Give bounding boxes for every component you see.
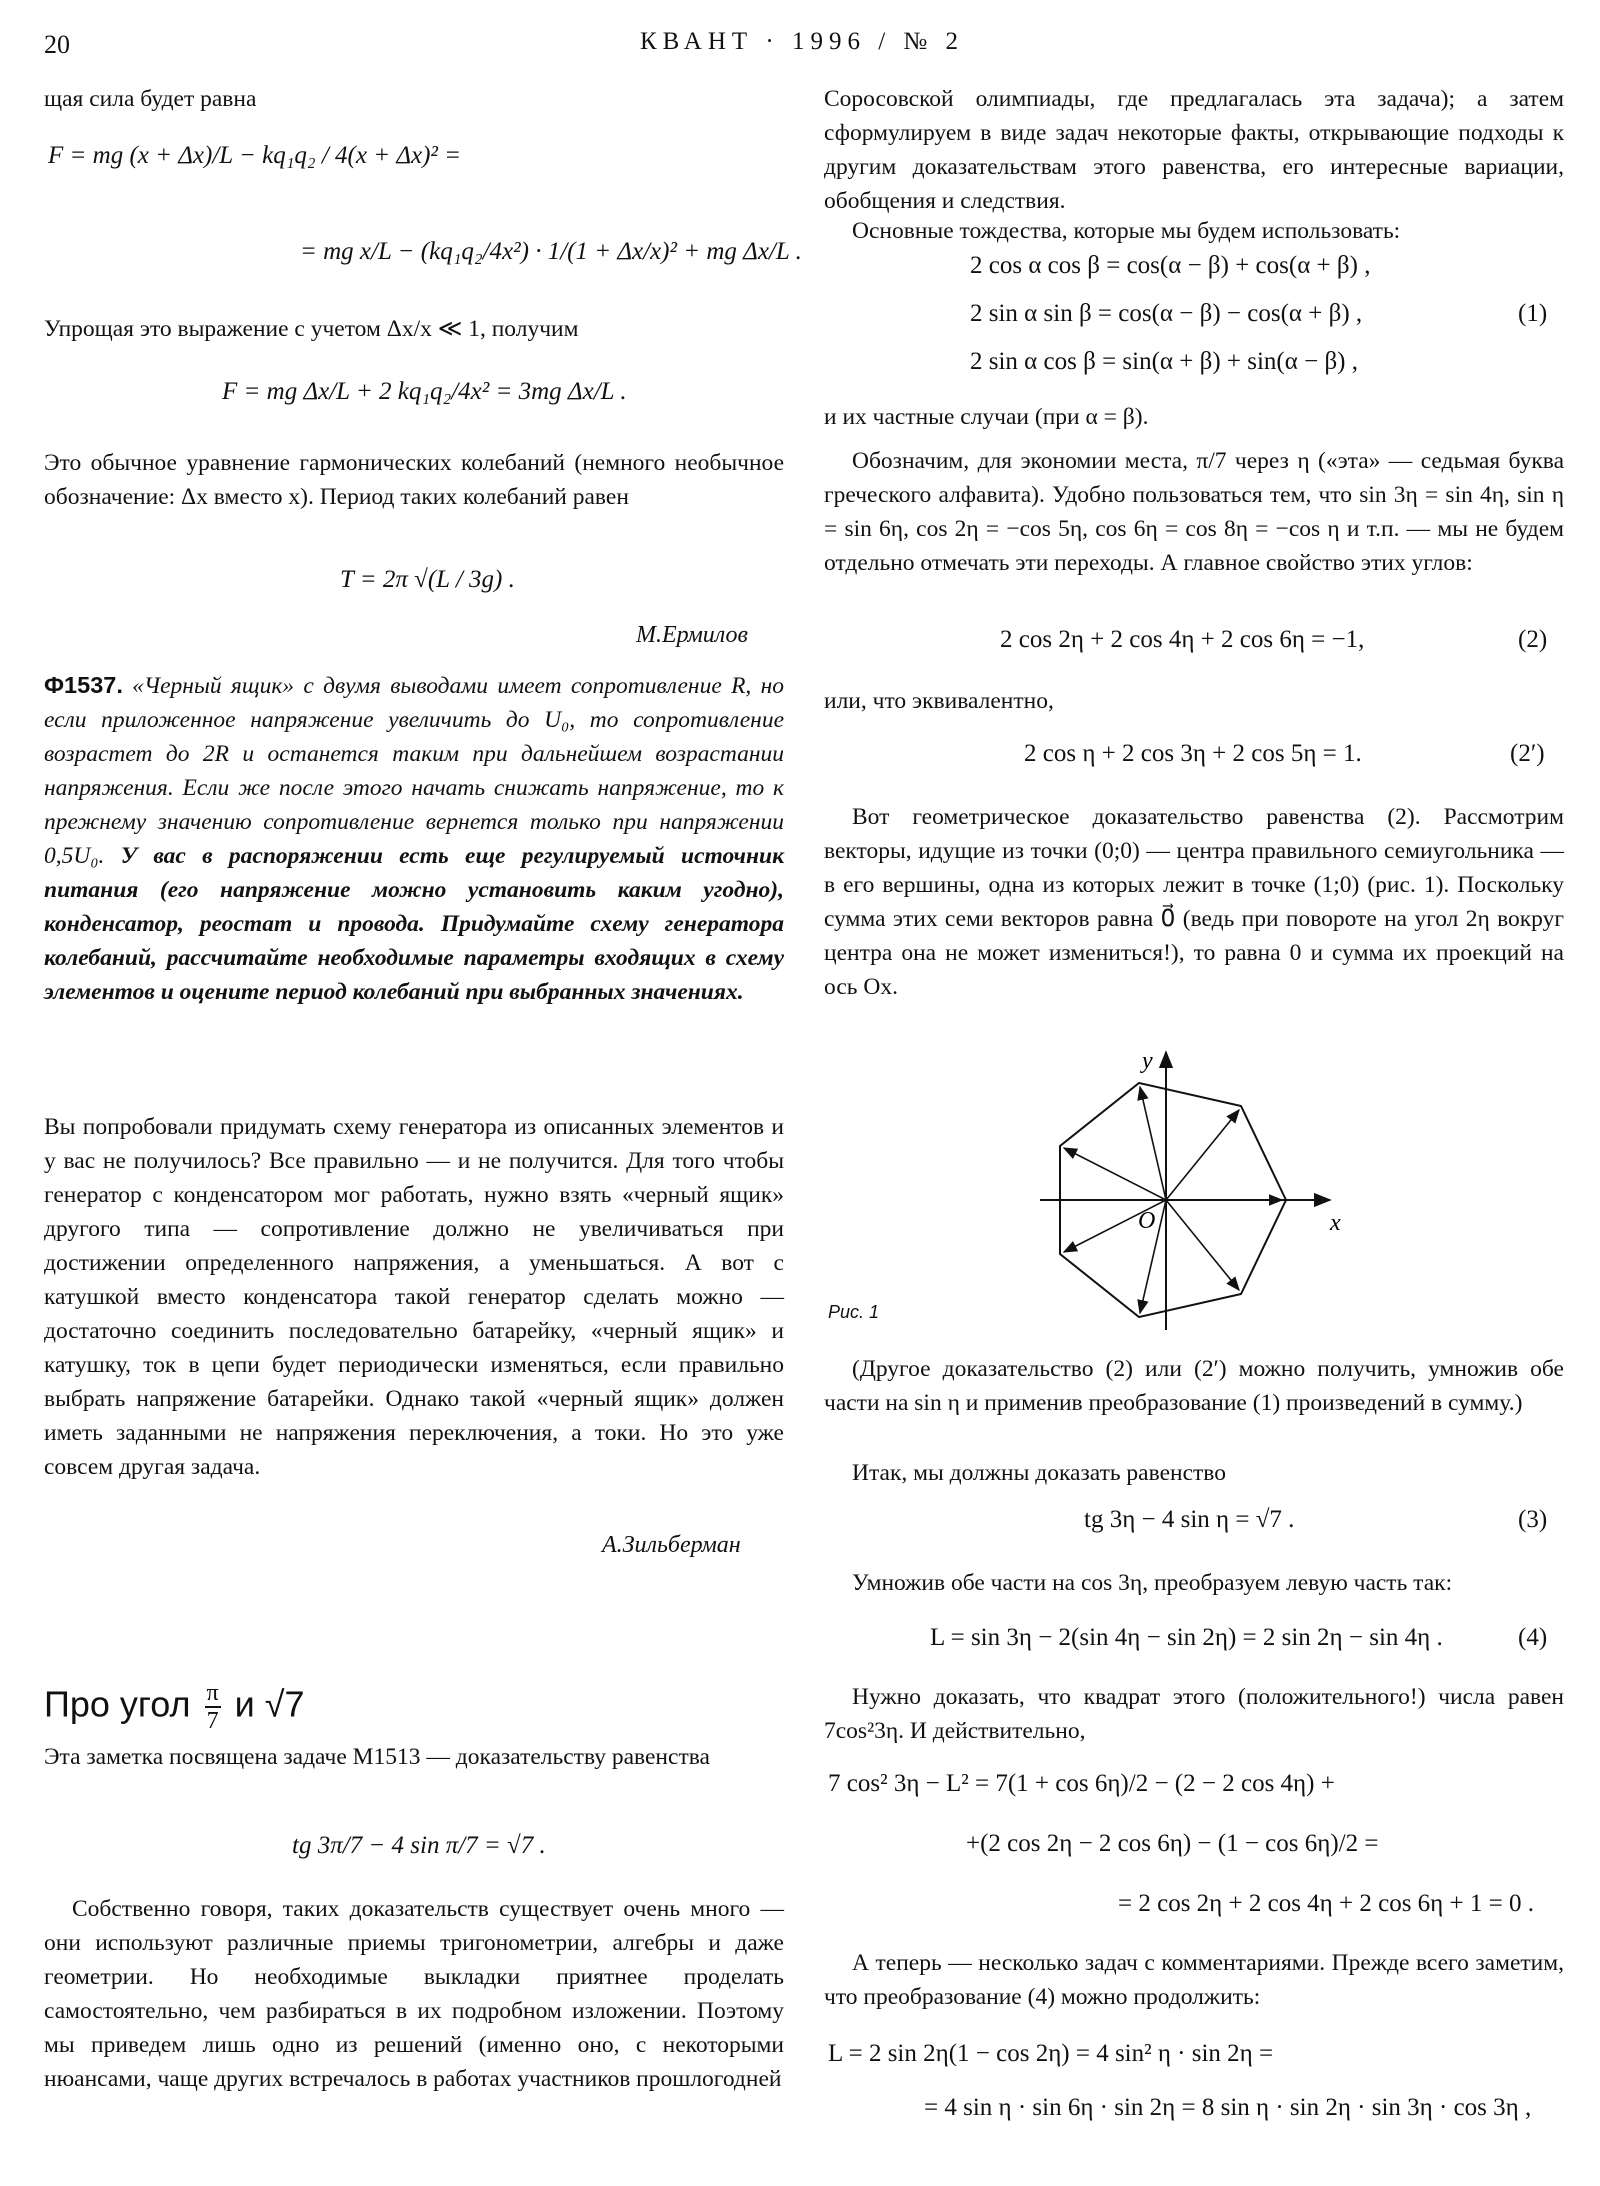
paragraph: Умножив обе части на cos 3η, преобразуем левую часть так: — [852, 1570, 1453, 1596]
col2-mult — [824, 1566, 1564, 1600]
col1-intro — [44, 1740, 784, 1774]
formula-period: T = 2π √(L / 3g) . — [340, 566, 515, 593]
heading-fraction — [205, 1680, 221, 1734]
figure-caption: Рис. 1 — [828, 1302, 880, 1322]
running-title: КВАНТ · 1996 / № 2 — [640, 28, 965, 55]
col2-now — [824, 1946, 1564, 2014]
col2-special — [824, 400, 1564, 434]
heading-text: Про угол — [44, 1683, 191, 1725]
paragraph: Итак, мы должны доказать равенство — [852, 1460, 1226, 1486]
paragraph: или, что эквивалентно, — [824, 688, 1054, 714]
problem-text: У вас в распоряжении есть еще регулируемый источник питания (его напряжение можно установить каким угодно), конденсатор, реостат и провода. — [44, 843, 784, 937]
formula-force-2: = mg x/L − (kq₁q₂/4x²) · 1/(1 + Δx/x)² + mg Δx/L . — [300, 238, 802, 265]
equation-number: (1) — [1518, 300, 1548, 327]
identity-2: 2 sin α sin β = cos(α − β) − cos(α + β) , — [970, 300, 1363, 327]
fraction-denominator: 7 — [206, 1708, 219, 1734]
col1-proofs — [44, 1892, 784, 2096]
formula-eq2-prime: 2 cos η + 2 cos 3η + 2 cos 5η = 1. — [1024, 740, 1362, 767]
vector — [1064, 1148, 1166, 1200]
col2-square — [824, 1680, 1564, 1748]
formula-continue-1: L = 2 sin 2η(1 − cos 2η) = 4 sin² η · sin 2η = — [828, 2040, 1274, 2067]
col2-equiv — [824, 684, 1564, 718]
equation-number: (3) — [1518, 1506, 1548, 1533]
paragraph: Вот геометрическое доказательство равенства (2). Рассмотрим векторы, идущие из точки (0;0) — центра правильного семиугольника — в его вершины, одна из которых лежит в точке (1;0) (рис. 1). Поскольку сумма этих семи векторов равна 0⃗ (ведь при повороте на угол 2η вокруг центра она не может измениться!), то равна 0 и сумма их проекций на ось Ox. — [824, 804, 1564, 1000]
origin-label: O — [1138, 1208, 1156, 1234]
col1-top-text — [44, 82, 784, 116]
paragraph: (Другое доказательство (2) или (2′) можно получить, умножив обе части на sin η и применив преобразование (1) произведений в сумму.) — [824, 1356, 1564, 1416]
paragraph: Упрощая это выражение с учетом Δx/x ≪ 1, получим — [44, 316, 579, 342]
paragraph: Обозначим, для экономии места, π/7 через η («эта» — седьмая буква греческого алфавита). Удобно пользоваться тем, что sin 3η = sin 4η, sin η = sin 6η, cos 2η = −cos 5η, cos 6η = cos 8η = −cos η и т.п. — мы не будем отдельно отмечать эти переходы. А главное свойство этих углов: — [824, 448, 1564, 576]
paragraph: щая сила будет равна — [44, 86, 257, 112]
col1-answer — [44, 1110, 784, 1484]
paragraph: Собственно говоря, таких доказательств существует очень много — они используют различные приемы тригонометрии, алгебры и даже геометрии. Но необходимые выкладки приятнее проделать самостоятельно, чем разбираться в их подробном изложении. Поэтому мы приведем лишь одно из решений (именно оно, с некоторыми нюансами, чаще других встречалось в работах участников прошлогодней — [44, 1896, 784, 2092]
formula-proof-1: 7 cos² 3η − L² = 7(1 + cos 6η)/2 − (2 − 2 cos 4η) + — [828, 1770, 1335, 1797]
col2-thus — [824, 1456, 1564, 1490]
col2-cont — [824, 82, 1564, 218]
formula-eq3: tg 3η − 4 sin η = √7 . — [1084, 1506, 1295, 1533]
paragraph: и их частные случаи (при α = β). — [824, 404, 1149, 430]
col2-ident — [824, 214, 1564, 248]
formula-proof-3: = 2 cos 2η + 2 cos 4η + 2 cos 6η + 1 = 0 . — [1118, 1890, 1534, 1917]
identity-3: 2 sin α cos β = sin(α + β) + sin(α − β) , — [970, 348, 1359, 375]
problem-text: «Черный ящик» с двумя выводами имеет сопротивление R, но если приложенное напряжение увеличить до U₀, то сопротивление возрастет до 2R и останется таким при дальнейшем возрастании напряжения. Если же после этого начать снижать напряжение, то к прежнему значению сопротивление вернется только при напряжении 0,5U₀. — [44, 673, 784, 869]
paragraph: Основные тождества, которые мы будем использовать: — [852, 218, 1401, 244]
figure-heptagon — [1020, 1040, 1360, 1335]
formula-force-3: F = mg Δx/L + 2 kq₁q₂/4x² = 3mg Δx/L . — [222, 378, 627, 405]
formula-continue-2: = 4 sin η · sin 6η · sin 2η = 8 sin η · sin 2η · sin 3η · cos 3η , — [924, 2094, 1532, 2121]
x-axis-label: x — [1330, 1210, 1341, 1236]
problem-id: Ф1537. — [44, 672, 123, 698]
col2-other — [824, 1352, 1564, 1420]
article-heading — [44, 1680, 305, 1734]
col1-simplify — [44, 312, 784, 346]
formula-force-1: F = mg (x + Δx)/L − kq₁q₂ / 4(x + Δx)² = — [48, 142, 462, 169]
paragraph: Это обычное уравнение гармонических колебаний (немного необычное обозначение: Δx вместо x). Период таких колебаний равен — [44, 450, 784, 510]
author-signature: М.Ермилов — [636, 622, 748, 648]
heptagon-diagram — [1020, 1040, 1360, 1330]
fraction-numerator: π — [206, 1680, 219, 1706]
author-signature: А.Зильберман — [602, 1532, 741, 1558]
equation-number: (2′) — [1510, 740, 1545, 767]
paragraph: Вы попробовали придумать схему генератора из описанных элементов и у вас не получилось? Все правильно — и не получится. Для того чтобы генератор с конденсатором мог работать, нужно взять «черный ящик» другого типа — сопротивление должно не увеличиваться при достижении определенного напряжения, а уменьшаться. А вот с катушкой вместо конденсатора такой генератор сделать можно — достаточно соединить последовательно батарейку, «черный ящик» и катушку, ток в цепи будет периодически изменяться, если правильно выбрать напряжение батарейки. Однако такой «черный ящик» должен иметь заданными не напряжения переключения, а токи. Но это уже совсем другая задача. — [44, 1114, 784, 1480]
equation-number: (4) — [1518, 1624, 1548, 1651]
vector — [1166, 1110, 1239, 1200]
col2-geom — [824, 800, 1564, 1004]
formula-eq4: L = sin 3η − 2(sin 4η − sin 2η) = 2 sin 2η − sin 4η . — [930, 1624, 1443, 1651]
heading-sqrt: и √7 — [234, 1683, 305, 1725]
vector — [1166, 1200, 1239, 1290]
paragraph: А теперь — несколько задач с комментариями. Прежде всего заметим, что преобразование (4) можно продолжить: — [824, 1950, 1564, 2010]
col1-oscillation — [44, 446, 784, 514]
formula-eq2: 2 cos 2η + 2 cos 4η + 2 cos 6η = −1, — [1000, 626, 1365, 653]
y-axis-label: y — [1142, 1048, 1153, 1074]
vector — [1140, 1087, 1166, 1200]
col2-eta — [824, 444, 1564, 580]
equation-number: (2) — [1518, 626, 1548, 653]
formula-main: tg 3π/7 − 4 sin π/7 = √7 . — [292, 1832, 546, 1859]
problem-task: Придумайте схему генератора колебаний, рассчитайте необходимые параметры входящих в схему элементов и оцените период колебаний при выбранных значениях. — [44, 911, 784, 1005]
paragraph: Эта заметка посвящена задаче М1513 — доказательству равенства — [44, 1744, 710, 1770]
page-number: 20 — [44, 30, 70, 59]
problem-f1537 — [44, 668, 784, 1009]
paragraph: Соросовской олимпиады, где предлагалась эта задача); а затем сформулируем в виде задач некоторые факты, открывающие подходы к другим доказательствам этого равенства, его интересные вариации, обобщения и следствия. — [824, 86, 1564, 214]
identity-1: 2 cos α cos β = cos(α − β) + cos(α + β) , — [970, 252, 1371, 279]
formula-proof-2: +(2 cos 2η − 2 cos 6η) − (1 − cos 6η)/2 = — [966, 1830, 1379, 1857]
paragraph: Нужно доказать, что квадрат этого (положительного!) числа равен 7cos²3η. И действительно, — [824, 1684, 1564, 1744]
